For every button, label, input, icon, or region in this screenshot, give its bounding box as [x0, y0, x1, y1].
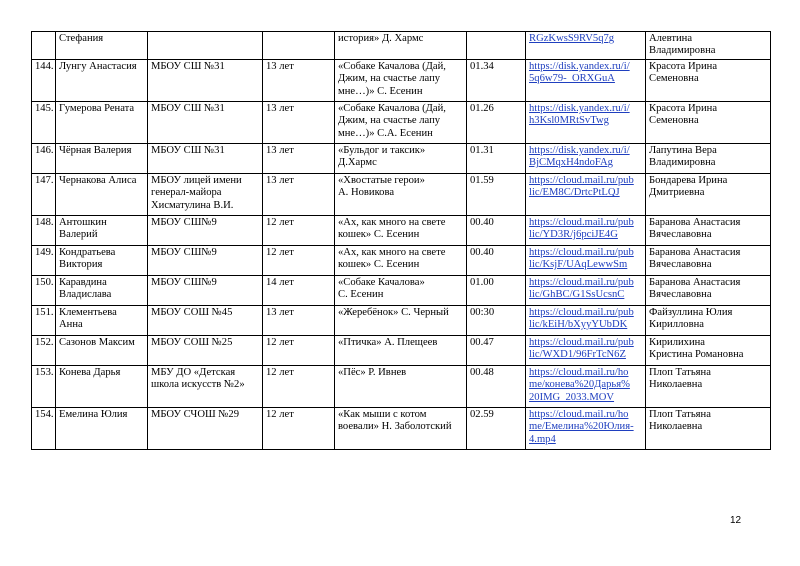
participant-name-cell — [56, 173, 148, 215]
participant-name-cell — [56, 101, 148, 143]
teacher-cell-line: Бондарева Ирина — [649, 174, 728, 186]
duration-cell: 00.47 — [467, 335, 526, 365]
row-number-cell: 147. — [32, 173, 56, 215]
age-cell — [263, 32, 335, 60]
duration-cell: 01.34 — [467, 59, 526, 101]
video-link[interactable] — [526, 335, 646, 365]
participant-name-cell-line: Чёрная Валерия — [59, 144, 132, 156]
video-link-line[interactable]: BjCMqxH4ndoFAg — [529, 157, 613, 169]
work-cell-line: мне…)» С. Есенин — [338, 85, 423, 97]
school-cell — [148, 407, 263, 449]
school-cell-line: МБОУ СШ №31 — [151, 144, 225, 156]
participant-name-cell — [56, 215, 148, 245]
participant-name-cell-line: Гумерова Рената — [59, 102, 135, 114]
teacher-cell-line: Плоп Татьяна — [649, 366, 711, 378]
school-cell — [148, 173, 263, 215]
video-link-line[interactable]: https://cloud.mail.ru/pub — [529, 276, 634, 288]
work-cell-line: «Ах, как много на свете — [338, 216, 446, 228]
participant-name-cell-line: Владислава — [59, 289, 112, 301]
teacher-cell-line: Алевтина — [649, 33, 693, 44]
age-cell: 12 лет — [263, 335, 335, 365]
video-link-line[interactable]: https://disk.yandex.ru/i/ — [529, 144, 630, 156]
participant-name-cell — [56, 365, 148, 407]
work-cell — [335, 32, 467, 60]
teacher-cell-line: Красота Ирина — [649, 102, 718, 114]
work-cell — [335, 245, 467, 275]
duration-cell: 00.40 — [467, 245, 526, 275]
school-cell-line: МБОУ СЧОШ №29 — [151, 408, 240, 420]
school-cell — [148, 335, 263, 365]
video-link-line[interactable]: RGzKwsS9RV5q7g — [529, 33, 615, 44]
school-cell — [148, 59, 263, 101]
school-cell-line: генерал-майора — [151, 187, 222, 199]
teacher-cell-line: Лапутина Вера — [649, 144, 717, 156]
duration-cell: 00:30 — [467, 305, 526, 335]
teacher-cell — [646, 215, 771, 245]
video-link[interactable] — [526, 365, 646, 407]
school-cell-line: МБОУ СШ №31 — [151, 102, 225, 114]
participant-name-cell-line: Валерий — [59, 229, 98, 241]
table-row — [32, 407, 771, 449]
row-number-cell: 146. — [32, 143, 56, 173]
participant-name-cell — [56, 59, 148, 101]
row-number-cell: 148. — [32, 215, 56, 245]
school-cell — [148, 305, 263, 335]
participant-name-cell-line: Емелина Юлия — [59, 408, 128, 420]
work-cell-line: «Собаке Качалова» — [338, 276, 425, 288]
video-link-line[interactable]: https://cloud.mail.ru/pub — [529, 216, 634, 228]
participant-name-cell — [56, 407, 148, 449]
work-cell-line: «Ах, как много на свете — [338, 246, 446, 258]
participant-name-cell — [56, 335, 148, 365]
participant-name-cell-line: Кондратьева — [59, 246, 116, 258]
video-link-line[interactable]: lic/KsjF/UAqLewwSm — [529, 259, 628, 271]
work-cell-line: «Птичка» А. Плещеев — [338, 336, 438, 348]
work-cell — [335, 215, 467, 245]
table-row — [32, 215, 771, 245]
video-link-line[interactable]: h3Ksl0MRtSvTwg — [529, 115, 609, 127]
table-row — [32, 32, 771, 60]
teacher-cell — [646, 335, 771, 365]
school-cell — [148, 245, 263, 275]
work-cell-line: воевали» Н. Заболотский — [338, 421, 452, 433]
work-cell — [335, 59, 467, 101]
teacher-cell-line: Вячеславовна — [649, 229, 712, 241]
video-link[interactable] — [526, 32, 646, 60]
page-number: 12 — [730, 515, 742, 526]
work-cell-line: С. Есенин — [338, 289, 384, 301]
participant-name-cell-line: Каравдина — [59, 276, 107, 288]
participant-name-cell-line: Лунгу Анастасия — [59, 60, 137, 72]
work-cell-line: «Бульдог и таксик» — [338, 144, 426, 156]
school-cell-line: МБОУ лицей имени — [151, 174, 242, 186]
work-cell-line: история» Д. Хармс — [338, 33, 424, 44]
duration-cell: 01.00 — [467, 275, 526, 305]
teacher-cell-line: Николаевна — [649, 379, 703, 391]
school-cell-line: МБОУ СОШ №25 — [151, 336, 233, 348]
participant-name-cell-line: Клементьева — [59, 306, 117, 318]
work-cell-line: кошек» С. Есенин — [338, 229, 420, 241]
participant-name-cell-line: Стефания — [59, 33, 104, 44]
video-link[interactable] — [526, 275, 646, 305]
video-link[interactable] — [526, 173, 646, 215]
participant-name-cell-line: Конева Дарья — [59, 366, 121, 378]
video-link-line[interactable]: me/конева%20Дарья% — [529, 379, 630, 391]
table-row — [32, 365, 771, 407]
school-cell — [148, 32, 263, 60]
age-cell: 13 лет — [263, 59, 335, 101]
video-link-line[interactable]: lic/YD3R/j6pciJE4G — [529, 229, 618, 241]
participant-name-cell-line: Сазонов Максим — [59, 336, 135, 348]
school-cell-line: МБУ ДО «Детская — [151, 366, 236, 378]
video-link-line[interactable]: lic/kEiH/bXyyYUbDK — [529, 319, 628, 331]
duration-cell: 00.48 — [467, 365, 526, 407]
work-cell — [335, 365, 467, 407]
video-link[interactable] — [526, 407, 646, 449]
video-link-line[interactable]: https://cloud.mail.ru/pub — [529, 336, 634, 348]
teacher-cell-line: Дмитриевна — [649, 187, 705, 199]
duration-cell: 00.40 — [467, 215, 526, 245]
duration-cell: 02.59 — [467, 407, 526, 449]
video-link-line[interactable]: https://cloud.mail.ru/pub — [529, 174, 634, 186]
table-row — [32, 173, 771, 215]
video-link-line[interactable]: https://disk.yandex.ru/i/ — [529, 102, 630, 114]
table-row — [32, 305, 771, 335]
work-cell — [335, 335, 467, 365]
work-cell-line: «Пёс» Р. Ивнев — [338, 366, 407, 378]
video-link-line[interactable]: https://cloud.mail.ru/pub — [529, 246, 634, 258]
work-cell-line: Джим, на счастье лапу — [338, 115, 441, 127]
video-link-line[interactable]: https://cloud.mail.ru/ho — [529, 366, 629, 378]
teacher-cell-line: Владимировна — [649, 157, 716, 169]
school-cell-line: МБОУ СОШ №45 — [151, 306, 233, 318]
work-cell-line: кошек» С. Есенин — [338, 259, 420, 271]
teacher-cell — [646, 245, 771, 275]
teacher-cell-line: Семеновна — [649, 115, 699, 127]
teacher-cell-line: Красота Ирина — [649, 60, 718, 72]
teacher-cell — [646, 305, 771, 335]
teacher-cell-line: Семеновна — [649, 73, 699, 85]
table-row — [32, 275, 771, 305]
work-cell-line: А. Новикова — [338, 187, 395, 199]
age-cell: 14 лет — [263, 275, 335, 305]
video-link-line[interactable]: 20IMG_2033.MOV — [529, 391, 615, 403]
school-cell-line: МБОУ СШ№9 — [151, 276, 217, 288]
teacher-cell-line: Баранова Анастасия — [649, 246, 741, 258]
work-cell-line: «Как мыши с котом — [338, 408, 427, 420]
duration-cell: 01.26 — [467, 101, 526, 143]
teacher-cell-line: Кристина Романовна — [649, 349, 744, 361]
school-cell — [148, 101, 263, 143]
teacher-cell — [646, 101, 771, 143]
video-link[interactable] — [526, 305, 646, 335]
duration-cell — [467, 32, 526, 60]
work-cell — [335, 407, 467, 449]
video-link-line[interactable]: 4.mp4 — [529, 433, 556, 445]
video-link-line[interactable]: https://cloud.mail.ru/pub — [529, 306, 634, 318]
teacher-cell-line: Кирилихина — [649, 336, 705, 348]
participants-table — [31, 31, 771, 450]
work-cell-line: «Хвостатые герои» — [338, 174, 425, 186]
school-cell-line: МБОУ СШ №31 — [151, 60, 225, 72]
teacher-cell-line: Кирилловна — [649, 319, 704, 331]
school-cell — [148, 365, 263, 407]
duration-cell: 01.31 — [467, 143, 526, 173]
video-link-line[interactable]: lic/WXD1/96FrTcN6Z — [529, 349, 626, 361]
age-cell: 13 лет — [263, 143, 335, 173]
row-number-cell: 151. — [32, 305, 56, 335]
table-row — [32, 335, 771, 365]
school-cell-line: школа искусств №2» — [151, 379, 245, 391]
row-number-cell: 149. — [32, 245, 56, 275]
video-link-line[interactable]: me/Емелина%20Юлия- — [529, 421, 634, 433]
work-cell — [335, 101, 467, 143]
work-cell — [335, 143, 467, 173]
participant-name-cell — [56, 245, 148, 275]
video-link[interactable] — [526, 215, 646, 245]
teacher-cell — [646, 32, 771, 60]
video-link-line[interactable]: lic/EM8C/DrtcPtLQJ — [529, 187, 620, 199]
work-cell-line: «Жеребёнок» С. Черный — [338, 306, 449, 318]
work-cell-line: «Собаке Качалова (Дай, — [338, 102, 446, 114]
participant-name-cell — [56, 275, 148, 305]
participant-name-cell — [56, 143, 148, 173]
school-cell-line: МБОУ СШ№9 — [151, 246, 217, 258]
row-number-cell: 144. — [32, 59, 56, 101]
video-link[interactable] — [526, 101, 646, 143]
teacher-cell-line: Баранова Анастасия — [649, 276, 741, 288]
teacher-cell — [646, 275, 771, 305]
school-cell — [148, 215, 263, 245]
teacher-cell — [646, 59, 771, 101]
row-number-cell — [32, 32, 56, 60]
work-cell — [335, 275, 467, 305]
video-link[interactable] — [526, 59, 646, 101]
video-link-line[interactable]: 5q6w79-_ORXGuA — [529, 73, 615, 85]
work-cell-line: Д.Хармс — [338, 157, 377, 169]
table-row — [32, 101, 771, 143]
age-cell: 12 лет — [263, 365, 335, 407]
teacher-cell-line: Вячеславовна — [649, 289, 712, 301]
teacher-cell — [646, 365, 771, 407]
teacher-cell-line: Вячеславовна — [649, 259, 712, 271]
table-row — [32, 143, 771, 173]
work-cell-line: Джим, на счастье лапу — [338, 73, 441, 85]
table-body — [32, 32, 771, 450]
duration-cell: 01.59 — [467, 173, 526, 215]
participant-name-cell-line: Виктория — [59, 259, 103, 271]
work-cell — [335, 173, 467, 215]
participant-name-cell-line: Антошкин — [59, 216, 107, 228]
age-cell: 12 лет — [263, 245, 335, 275]
teacher-cell — [646, 407, 771, 449]
age-cell: 13 лет — [263, 305, 335, 335]
participant-name-cell-line: Анна — [59, 319, 83, 331]
school-cell-line: Хисматулина В.И. — [151, 199, 234, 211]
video-link[interactable] — [526, 245, 646, 275]
school-cell — [148, 275, 263, 305]
teacher-cell — [646, 143, 771, 173]
teacher-cell — [646, 173, 771, 215]
row-number-cell: 154. — [32, 407, 56, 449]
video-link-line[interactable]: https://cloud.mail.ru/ho — [529, 408, 629, 420]
age-cell: 13 лет — [263, 101, 335, 143]
table-row — [32, 59, 771, 101]
teacher-cell-line: Плоп Татьяна — [649, 408, 711, 420]
participant-name-cell — [56, 305, 148, 335]
teacher-cell-line: Владимировна — [649, 45, 716, 57]
age-cell: 13 лет — [263, 173, 335, 215]
table-row — [32, 245, 771, 275]
video-link-line[interactable]: lic/GhBC/G1SsUcsnC — [529, 289, 625, 301]
video-link-line[interactable]: https://disk.yandex.ru/i/ — [529, 60, 630, 72]
teacher-cell-line: Баранова Анастасия — [649, 216, 741, 228]
participant-name-cell-line: Чернакова Алиса — [59, 174, 137, 186]
teacher-cell-line: Николаевна — [649, 421, 703, 433]
age-cell: 12 лет — [263, 407, 335, 449]
row-number-cell: 145. — [32, 101, 56, 143]
row-number-cell: 153. — [32, 365, 56, 407]
participant-name-cell — [56, 32, 148, 60]
school-cell-line: МБОУ СШ№9 — [151, 216, 217, 228]
age-cell: 12 лет — [263, 215, 335, 245]
work-cell-line: мне…)» С.А. Есенин — [338, 127, 433, 139]
row-number-cell: 152. — [32, 335, 56, 365]
teacher-cell-line: Файзуллина Юлия — [649, 306, 733, 318]
work-cell-line: «Собаке Качалова (Дай, — [338, 60, 446, 72]
work-cell — [335, 305, 467, 335]
row-number-cell: 150. — [32, 275, 56, 305]
video-link[interactable] — [526, 143, 646, 173]
school-cell — [148, 143, 263, 173]
